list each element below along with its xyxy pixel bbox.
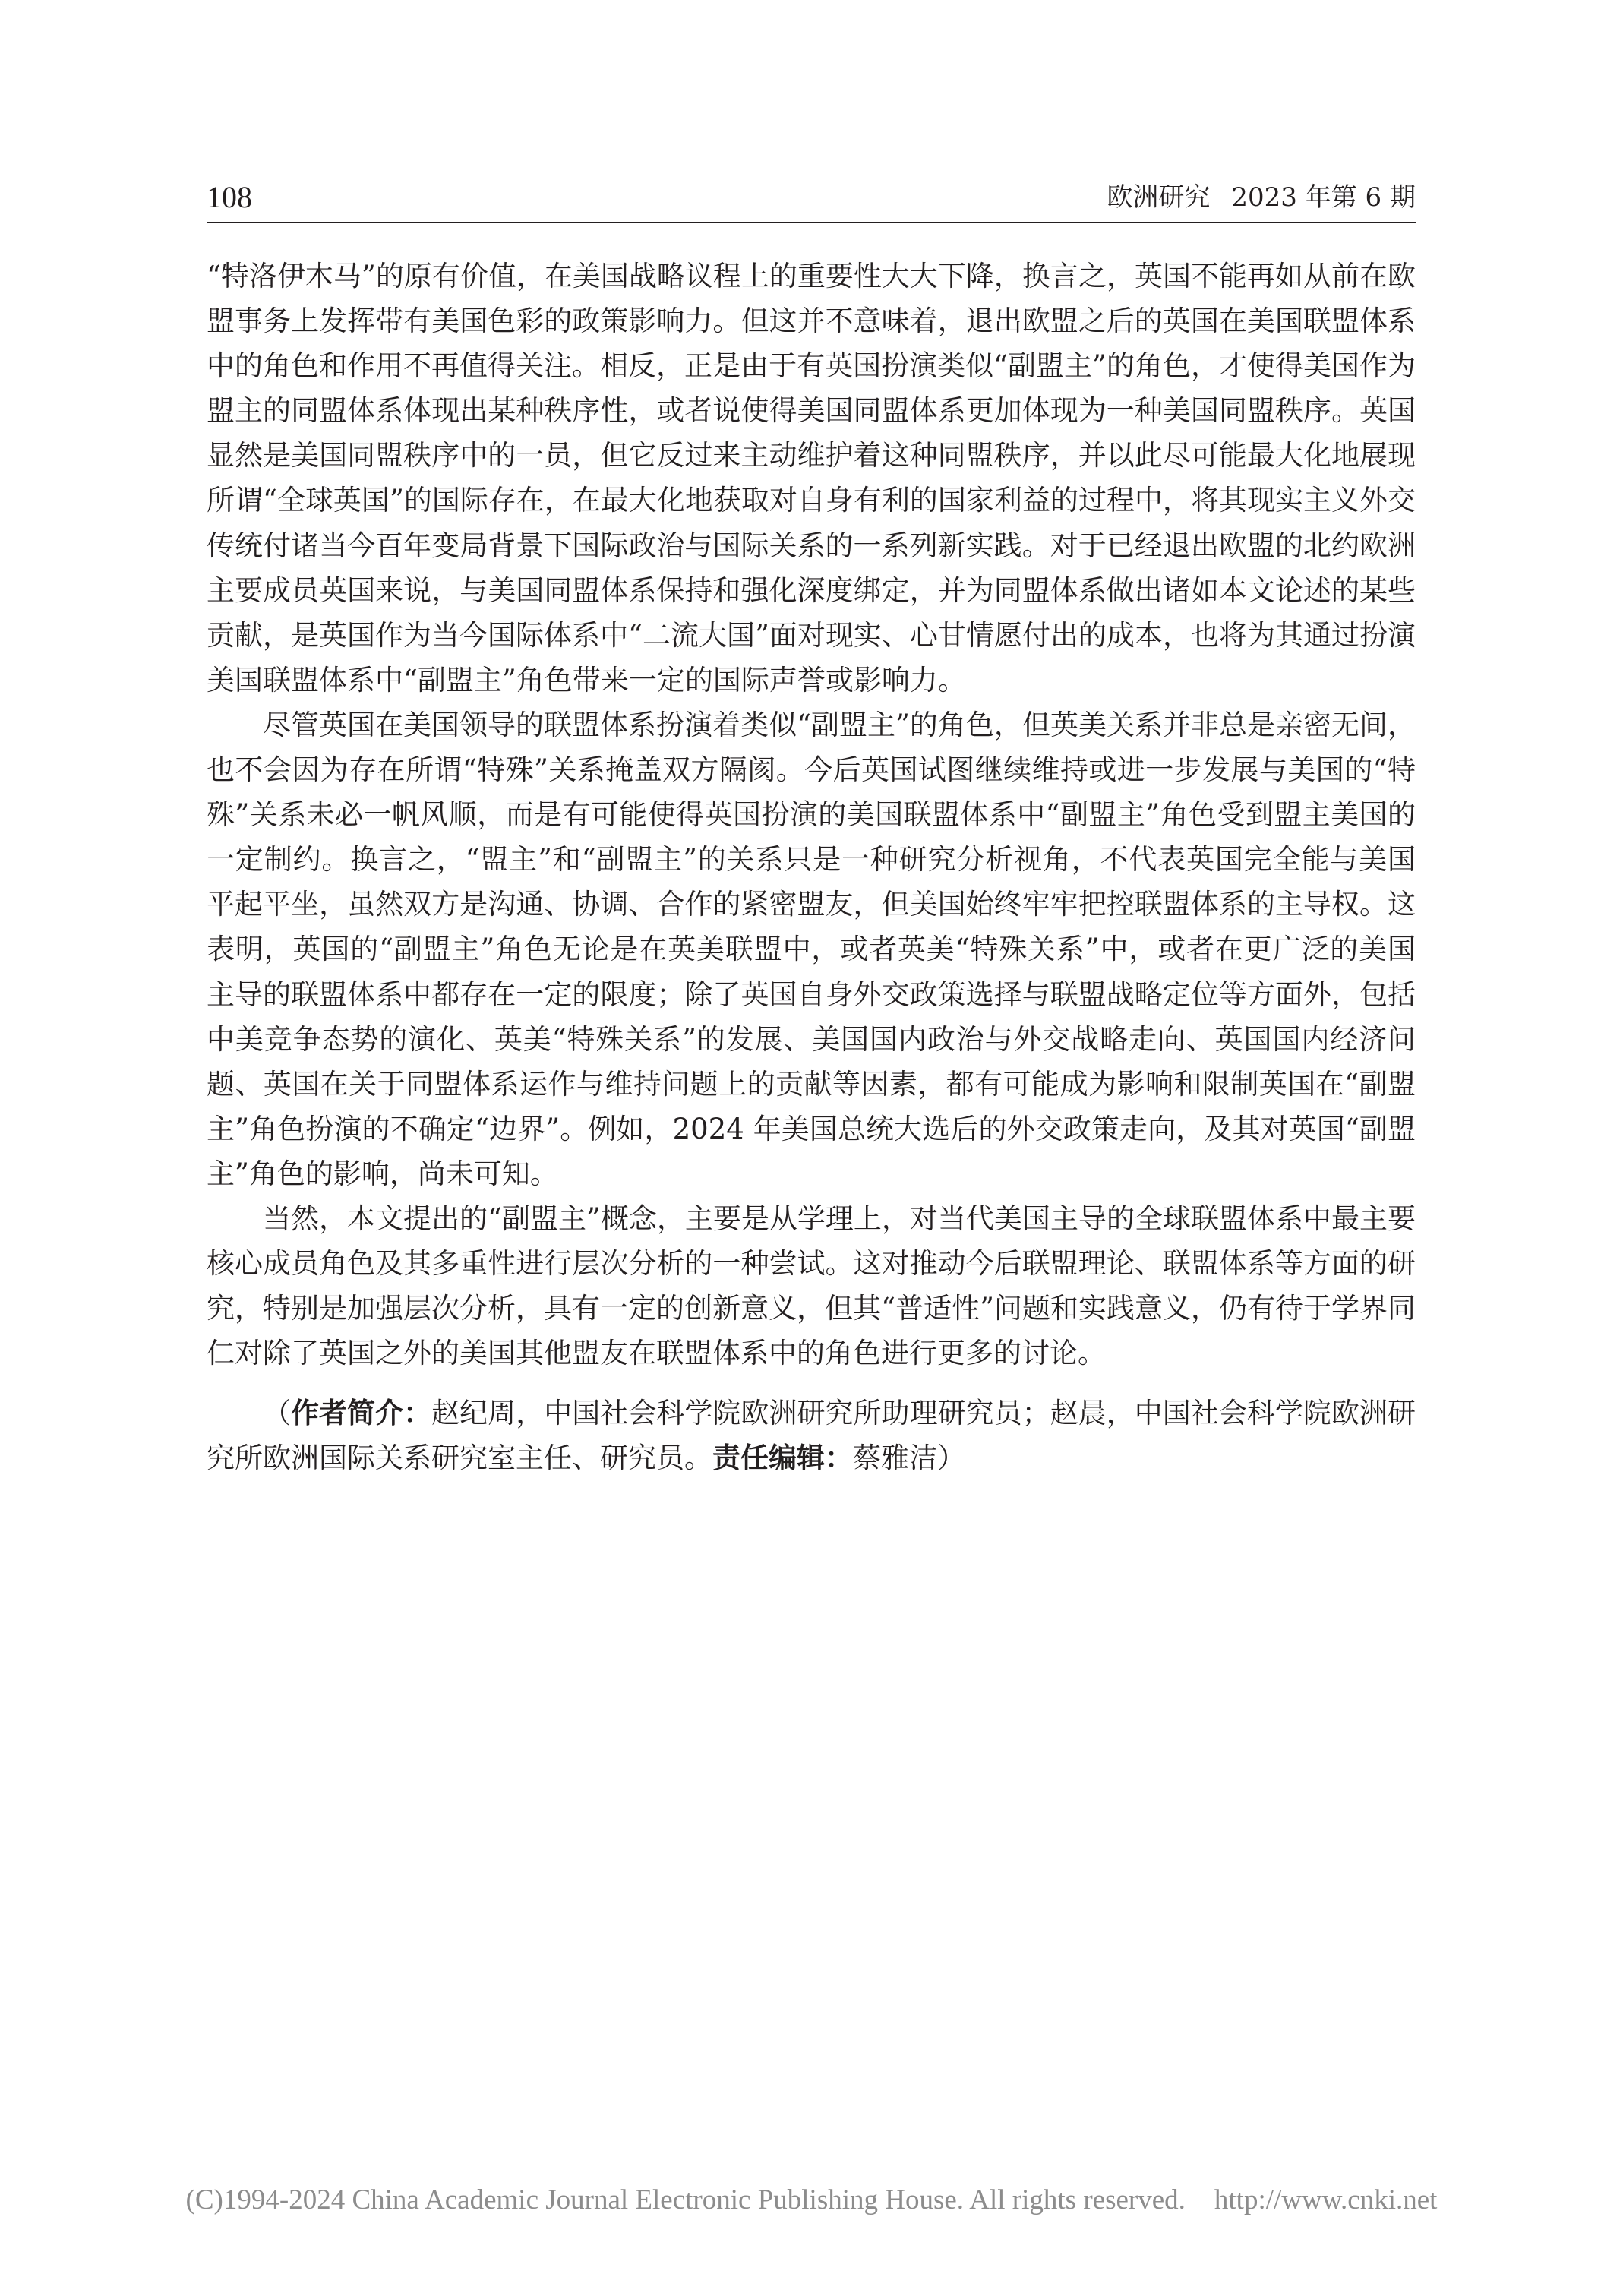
running-head bbox=[1107, 178, 1416, 217]
bio-close-paren: ） bbox=[937, 1442, 965, 1475]
page-header bbox=[207, 178, 1416, 223]
paragraph-1: “特洛伊木马”的原有价值，在美国战略议程上的重要性大大下降，换言之，英国不能再如从前在欧盟事务上发挥带有美国色彩的政策影响力。但这并不意味着，退出欧盟之后的英国在美国联盟体系中的角色和作用不再值得关注。相反，正是由于有英国扮演类似“副盟主”的角色，才使得美国作为盟主的同盟体系体现出某种秩序性，或者说使得美国同盟体系更加体现为一种美国同盟秩序。英国显然是美国同盟秩序中的一员，但它反过来主动维护着这种同盟秩序，并以此尽可能最大化地展现所谓“全球英国”的国际存在，在最大化地获取对自身有利的国家利益的过程中，将其现实主义外交传统付诸当今百年变局背景下国际政治与国际关系的一系列新实践。对于已经退出欧盟的北约欧洲主要成员英国来说，与美国同盟体系保持和强化深度绑定，并为同盟体系做出诸如本文论述的某些贡献，是英国作为当今国际体系中“二流大国”面对现实、心甘情愿付出的成本，也将为其通过扮演美国联盟体系中“副盟主”角色带来一定的国际声誉或影响力。 bbox=[207, 260, 1416, 696]
journal-name: 欧洲研究 bbox=[1107, 182, 1211, 213]
article-body bbox=[207, 254, 1416, 1481]
author-bio bbox=[207, 1391, 1416, 1480]
cnki-link[interactable]: http://www.cnki.net bbox=[1214, 2184, 1438, 2215]
issue-number: 2023 年第 6 期 bbox=[1231, 182, 1416, 213]
copyright-footer bbox=[0, 2184, 1623, 2216]
bio-open-paren: （ bbox=[263, 1397, 292, 1430]
paragraph-3: 当然，本文提出的“副盟主”概念，主要是从学理上，对当代美国主导的全球联盟体系中最主要核心成员角色及其多重性进行层次分析的一种尝试。这对推动今后联盟理论、联盟体系等方面的研究，特别是加强层次分析，具有一定的创新意义，但其“普适性”问题和实践意义，仍有待于学界同仁对除了英国之外的美国其他盟友在联盟体系中的角色进行更多的讨论。 bbox=[207, 1202, 1416, 1370]
author-label: 作者简介： bbox=[291, 1397, 432, 1430]
header-rule bbox=[207, 222, 1416, 223]
copyright-text: (C)1994-2024 China Academic Journal Electronic Publishing House. All rights reserved. bbox=[185, 2184, 1186, 2215]
author-text: 赵纪周，中国社会科学院欧洲研究所助理研究员；赵晨，中国社会科学院欧洲研究所欧洲国际关系研究室主任、研究员。 bbox=[207, 1397, 1416, 1475]
paragraph-2: 尽管英国在美国领导的联盟体系扮演着类似“副盟主”的角色，但英美关系并非总是亲密无间，也不会因为存在所谓“特殊”关系掩盖双方隔阂。今后英国试图继续维持或进一步发展与美国的“特殊”关系未必一帆风顺，而是有可能使得英国扮演的美国联盟体系中“副盟主”角色受到盟主美国的一定制约。换言之，“盟主”和“副盟主”的关系只是一种研究分析视角，不代表英国完全能与美国平起平坐，虽然双方是沟通、协调、合作的紧密盟友，但美国始终牢牢把控联盟体系的主导权。这表明，英国的“副盟主”角色无论是在英美联盟中，或者英美“特殊关系”中，或者在更广泛的美国主导的联盟体系中都存在一定的限度；除了英国自身外交政策选择与联盟战略定位等方面外，包括中美竞争态势的演化、英美“特殊关系”的发展、美国国内政治与外交战略走向、英国国内经济问题、英国在关于同盟体系运作与维持问题上的贡献等因素，都有可能成为影响和限制英国在“副盟主”角色扮演的不确定“边界”。例如，2024 年美国总统大选后的外交政策走向，及其对英国“副盟主”角色的影响，尚未可知。 bbox=[207, 708, 1416, 1190]
editor-label: 责任编辑： bbox=[712, 1442, 853, 1475]
editor-text: 蔡雅洁 bbox=[853, 1442, 937, 1475]
page-number: 108 bbox=[207, 180, 252, 214]
